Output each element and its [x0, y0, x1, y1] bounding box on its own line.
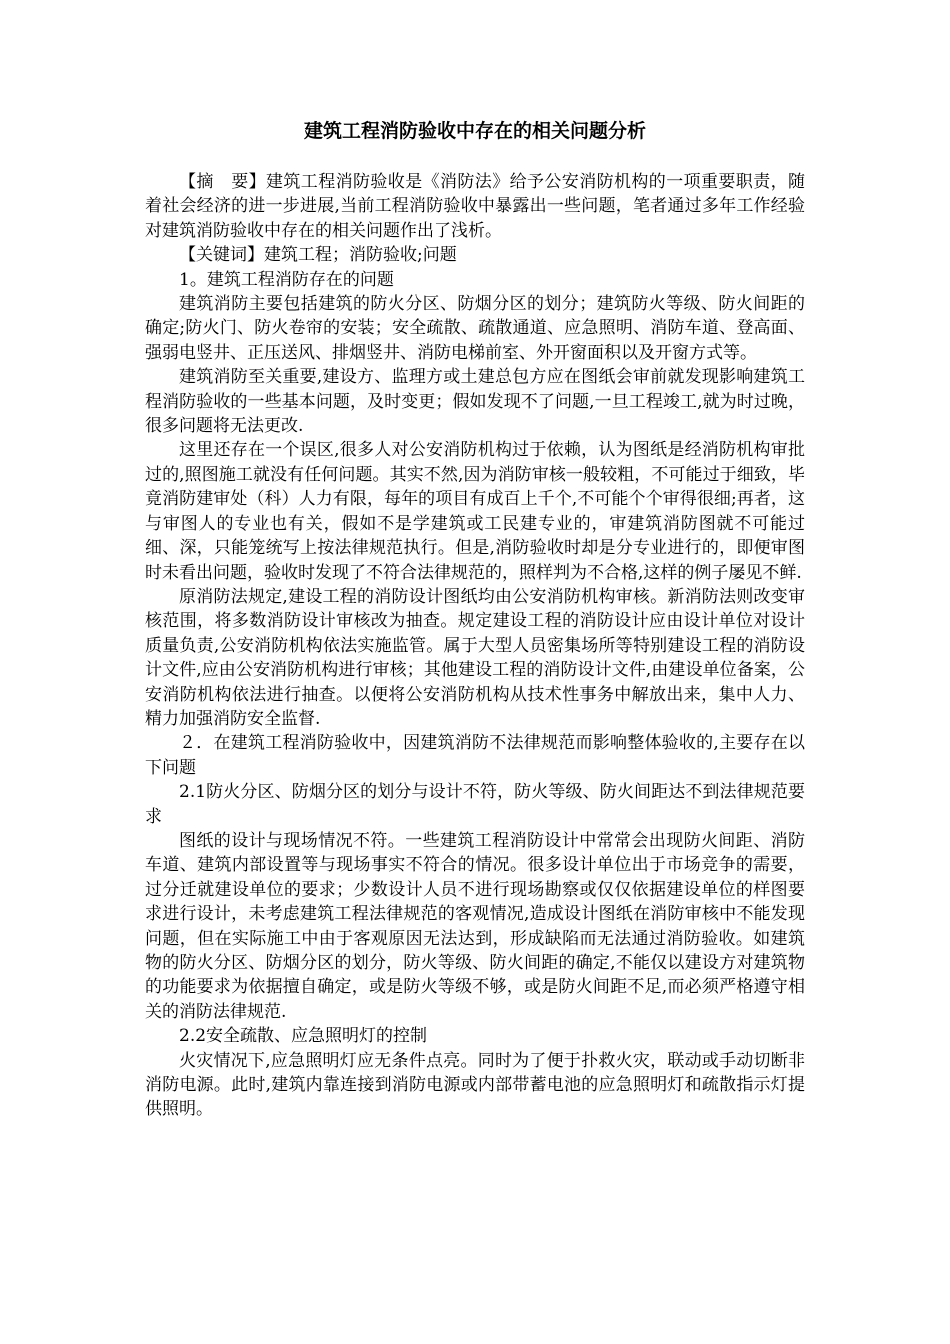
document-title: 建筑工程消防验收中存在的相关问题分析 [303, 120, 646, 142]
section-2-heading: ２．在建筑工程消防验收中，因建筑消防不法律规范而影响整体验收的,主要存在以下问题 [145, 733, 805, 778]
abstract-paragraph: 【摘 要】建筑工程消防验收是《消防法》给予公安消防机构的一项重要职责，随着社会经济的进一步进展,当前工程消防验收中暴露出一些问题，笔者通过多年工作经验对建筑消防验收中存在的相关问题作出了浅析。 [145, 172, 805, 241]
section-1-heading: 1。建筑工程消防存在的问题 [179, 269, 394, 290]
body-paragraph: 原消防法规定,建设工程的消防设计图纸均由公安消防机构审核。新消防法则改变审核范围，将多数消防设计审核改为抽查。规定建设工程的消防设计应由设计单位对设计质量负责,公安消防机构依法实施监管。属于大型人员密集场所等特别建设工程的消防设计文件,应由公安消防机构进行审核；其他建设工程的消防设计文件,由建设单位备案，公安消防机构依法进行抽查。以便将公安消防机构从技术性事务中解放出来，集中人力、精力加强消防安全监督. [145, 586, 805, 729]
body-paragraph: 建筑消防主要包括建筑的防火分区、防烟分区的划分；建筑防火等级、防火间距的确定;防火门、防火卷帘的安装；安全疏散、疏散通道、应急照明、消防车道、登高面、强弱电竖井、正压送风、排烟竖井、消防电梯前室、外开窗面积以及开窗方式等。 [145, 294, 805, 363]
body-paragraph: 火灾情况下,应急照明灯应无条件点亮。同时为了便于扑救火灾，联动或手动切断非消防电源。此时,建筑内靠连接到消防电源或内部带蓄电池的应急照明灯和疏散指示灯提供照明。 [145, 1050, 805, 1120]
body-paragraph: 这里还存在一个误区,很多人对公安消防机构过于依赖，认为图纸是经消防机构审批过的,照图施工就没有任何问题。其实不然,因为消防审核一般较粗，不可能过于细致，毕竟消防建审处（科）人力有限，每年的项目有成百上千个,不可能个个审得很细;再者，这与审图人的专业也有关，假如不是学建筑或工民建专业的，审建筑消防图就不可能过细、深，只能笼统写上按法律规范执行。但是,消防验收时却是分专业进行的，即便审图时未看出问题，验收时发现了不符合法律规范的，照样判为不合格,这样的例子屡见不鲜. [145, 440, 805, 583]
subsection-2-1-heading: 2.1防火分区、防烟分区的划分与设计不符，防火等级、防火间距达不到法律规范要求 [145, 782, 805, 827]
subsection-2-2-heading: 2.2安全疏散、应急照明灯的控制 [179, 1026, 428, 1047]
body-paragraph: 建筑消防至关重要,建设方、监理方或土建总包方应在图纸会审前就发现影响建筑工程消防验收的一些基本问题，及时变更；假如发现不了问题,一旦工程竣工,就为时过晚，很多问题将无法更改. [145, 367, 805, 437]
keywords-paragraph: 【关键词】建筑工程；消防验收;问题 [179, 245, 457, 266]
document-page [145, 118, 805, 1122]
body-paragraph: 图纸的设计与现场情况不符。一些建筑工程消防设计中常常会出现防火间距、消防车道、建筑内部设置等与现场事实不符合的情况。很多设计单位出于市场竞争的需要，过分迁就建设单位的要求；少数设计人员不进行现场勘察或仅仅依据建设单位的样图要求进行设计，未考虑建筑工程法律规范的客观情况,造成设计图纸在消防审核中不能发现问题，但在实际施工中由于客观原因无法达到，形成缺陷而无法通过消防验收。如建筑物的防火分区、防烟分区的划分，防火等级、防火间距的确定,不能仅以建设方对建筑物的功能要求为依据擅自确定，或是防火等级不够，或是防火间距不足,而必须严格遵守相关的消防法律规范. [145, 830, 805, 1022]
